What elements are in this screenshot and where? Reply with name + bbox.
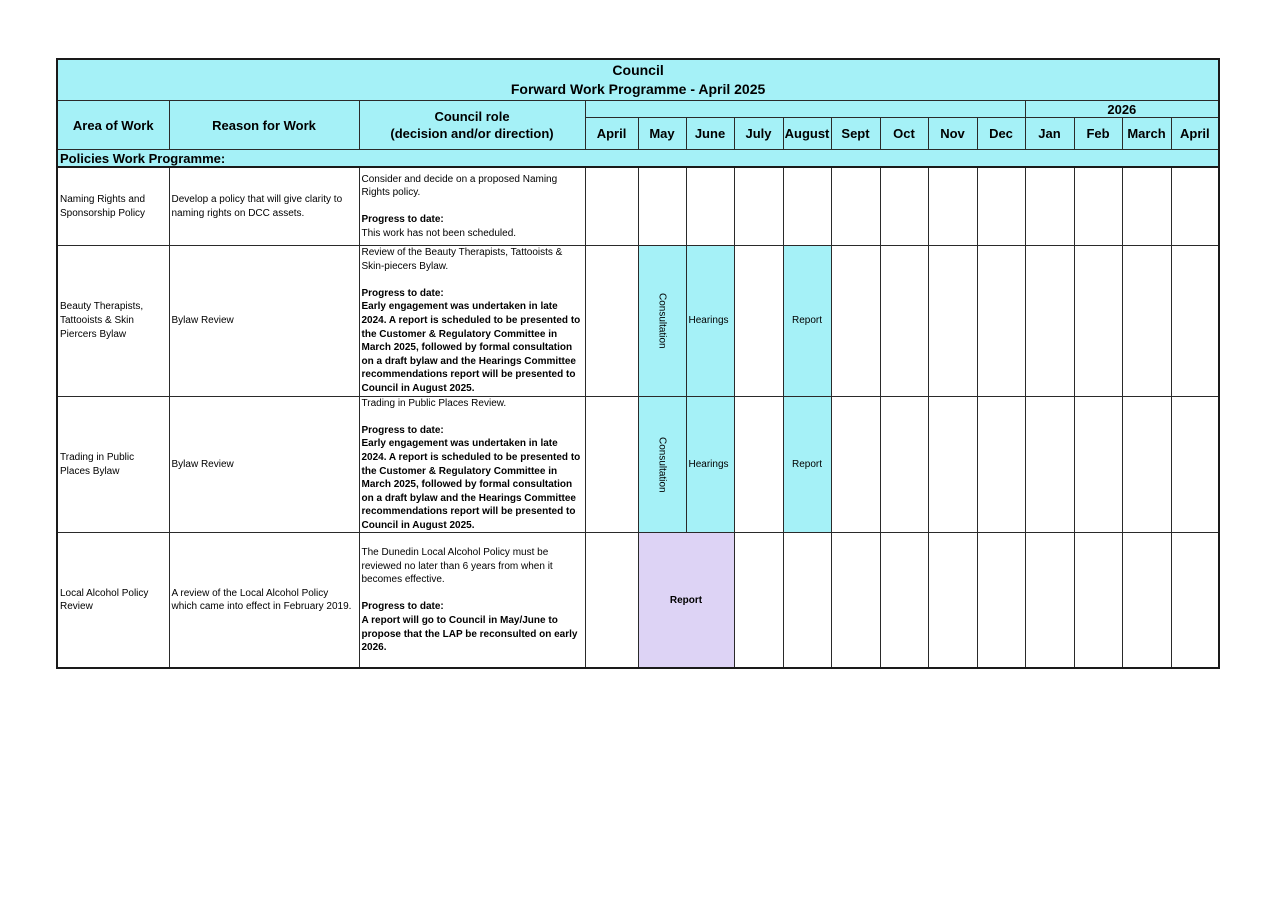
month-cell: [977, 396, 1025, 533]
header-council-role-line1: Council role: [434, 109, 510, 124]
header-area-of-work: Area of Work: [57, 101, 169, 150]
report-cell: Report: [783, 246, 831, 397]
month-cell: [638, 167, 686, 246]
consultation-label: Consultation: [656, 292, 668, 349]
month-cell: [831, 533, 880, 669]
month-cell: [1025, 396, 1074, 533]
month-header: May: [638, 118, 686, 150]
month-cell: [831, 167, 880, 246]
month-cell: [1122, 533, 1171, 669]
reason-for-work-cell: Bylaw Review: [169, 396, 359, 533]
header-year-2026: 2026: [1025, 101, 1219, 118]
month-header: Sept: [831, 118, 880, 150]
month-cell: [1025, 167, 1074, 246]
month-cell: [1074, 396, 1122, 533]
report-cell: Report: [783, 396, 831, 533]
month-cell: [928, 167, 977, 246]
month-cell: [880, 246, 928, 397]
month-header: August: [783, 118, 831, 150]
month-cell: [783, 533, 831, 669]
council-role-cell: [359, 396, 585, 533]
consultation-cell: [638, 396, 686, 533]
month-cell: [1074, 246, 1122, 397]
month-cell: [783, 167, 831, 246]
month-cell: [1171, 396, 1219, 533]
consultation-cell: [638, 246, 686, 397]
table-row: [57, 533, 1219, 669]
month-cell: [977, 533, 1025, 669]
reason-for-work-cell: A review of the Local Alcohol Policy which came into effect in February 2019.: [169, 533, 359, 669]
month-header: Nov: [928, 118, 977, 150]
month-cell: [831, 396, 880, 533]
month-cell: [585, 396, 638, 533]
month-cell: [1122, 246, 1171, 397]
month-header: April: [585, 118, 638, 150]
header-council-role-line2: (decision and/or direction): [390, 126, 554, 141]
month-cell: [977, 167, 1025, 246]
table-row: [57, 396, 1219, 533]
progress-text: Early engagement was undertaken in late 2024. A report is scheduled to be presented to the Customer & Regulatory Committee in March 2025, followed by formal consultation on a draft bylaw and the Hearings Committee recommendations report will be presented to Council in August 2025.: [361, 438, 581, 531]
month-cell: [928, 396, 977, 533]
progress-label: Progress to date:: [361, 424, 444, 436]
month-cell: [585, 533, 638, 669]
month-cell: [734, 246, 783, 397]
hearings-cell: Hearings: [686, 246, 734, 397]
reason-for-work-cell: Bylaw Review: [169, 246, 359, 397]
progress-label: Progress to date:: [361, 601, 444, 613]
month-header: Feb: [1074, 118, 1122, 150]
area-of-work-cell: Naming Rights and Sponsorship Policy: [57, 167, 169, 246]
month-cell: [585, 246, 638, 397]
month-header: June: [686, 118, 734, 150]
month-cell: [1122, 167, 1171, 246]
reason-for-work-cell: Develop a policy that will give clarity to naming rights on DCC assets.: [169, 167, 359, 246]
hearings-cell: Hearings: [686, 396, 734, 533]
month-cell: [1074, 167, 1122, 246]
month-header: April: [1171, 118, 1219, 150]
month-cell: [1171, 167, 1219, 246]
section-title: Policies Work Programme:: [57, 150, 1219, 168]
area-of-work-cell: Trading in Public Places Bylaw: [57, 396, 169, 533]
header-reason-for-work: Reason for Work: [169, 101, 359, 150]
month-cell: [1074, 533, 1122, 669]
role-intro: Consider and decide on a proposed Naming Rights policy.: [361, 173, 558, 199]
area-of-work-cell: Local Alcohol Policy Review: [57, 533, 169, 669]
month-header: March: [1122, 118, 1171, 150]
month-cell: [585, 167, 638, 246]
role-intro: The Dunedin Local Alcohol Policy must be reviewed no later than 6 years from when it becomes effective.: [361, 547, 553, 586]
progress-label: Progress to date:: [361, 214, 444, 226]
month-cell: [734, 533, 783, 669]
month-cell: [1171, 533, 1219, 669]
council-role-cell: [359, 246, 585, 397]
month-cell: [928, 246, 977, 397]
role-intro: Trading in Public Places Review.: [361, 397, 507, 409]
council-role-cell: [359, 533, 585, 669]
header-council-role: [359, 101, 585, 150]
role-intro: Review of the Beauty Therapists, Tattooists & Skin-piecers Bylaw.: [361, 247, 563, 272]
council-role-cell: [359, 167, 585, 246]
progress-text: This work has not been scheduled.: [361, 227, 517, 239]
month-cell: [1171, 246, 1219, 397]
month-header: Oct: [880, 118, 928, 150]
table-title: [57, 59, 1219, 101]
month-cell: [928, 533, 977, 669]
month-cell: [734, 396, 783, 533]
forward-work-programme-table: [56, 58, 1220, 669]
month-cell: [1025, 533, 1074, 669]
month-header: Dec: [977, 118, 1025, 150]
table-row: [57, 167, 1219, 246]
month-cell: [880, 167, 928, 246]
month-header: Jan: [1025, 118, 1074, 150]
month-cell: [734, 167, 783, 246]
month-cell: [1122, 396, 1171, 533]
month-cell: [686, 167, 734, 246]
title-line-1: Council: [612, 62, 664, 78]
month-cell: [880, 396, 928, 533]
month-cell: [880, 533, 928, 669]
report-cell: Report: [638, 533, 734, 669]
progress-text: Early engagement was undertaken in late 2024. A report is scheduled to be presented to the Customer & Regulatory Committee in March 2025, followed by formal consultation on a draft bylaw and the Hearings Committee recommendations report will be presented to Council in August 2025.: [361, 301, 581, 394]
table-row: [57, 246, 1219, 397]
progress-text: A report will go to Council in May/June to propose that the LAP be reconsulted on early 2026.: [361, 615, 578, 654]
title-line-2: Forward Work Programme - April 2025: [510, 81, 766, 97]
month-header: July: [734, 118, 783, 150]
consultation-label: Consultation: [656, 436, 668, 493]
area-of-work-cell: Beauty Therapists, Tattooists & Skin Piercers Bylaw: [57, 246, 169, 397]
month-cell: [1025, 246, 1074, 397]
month-cell: [831, 246, 880, 397]
month-cell: [977, 246, 1025, 397]
progress-label: Progress to date:: [361, 287, 444, 299]
header-2025-blank: [585, 101, 1025, 118]
